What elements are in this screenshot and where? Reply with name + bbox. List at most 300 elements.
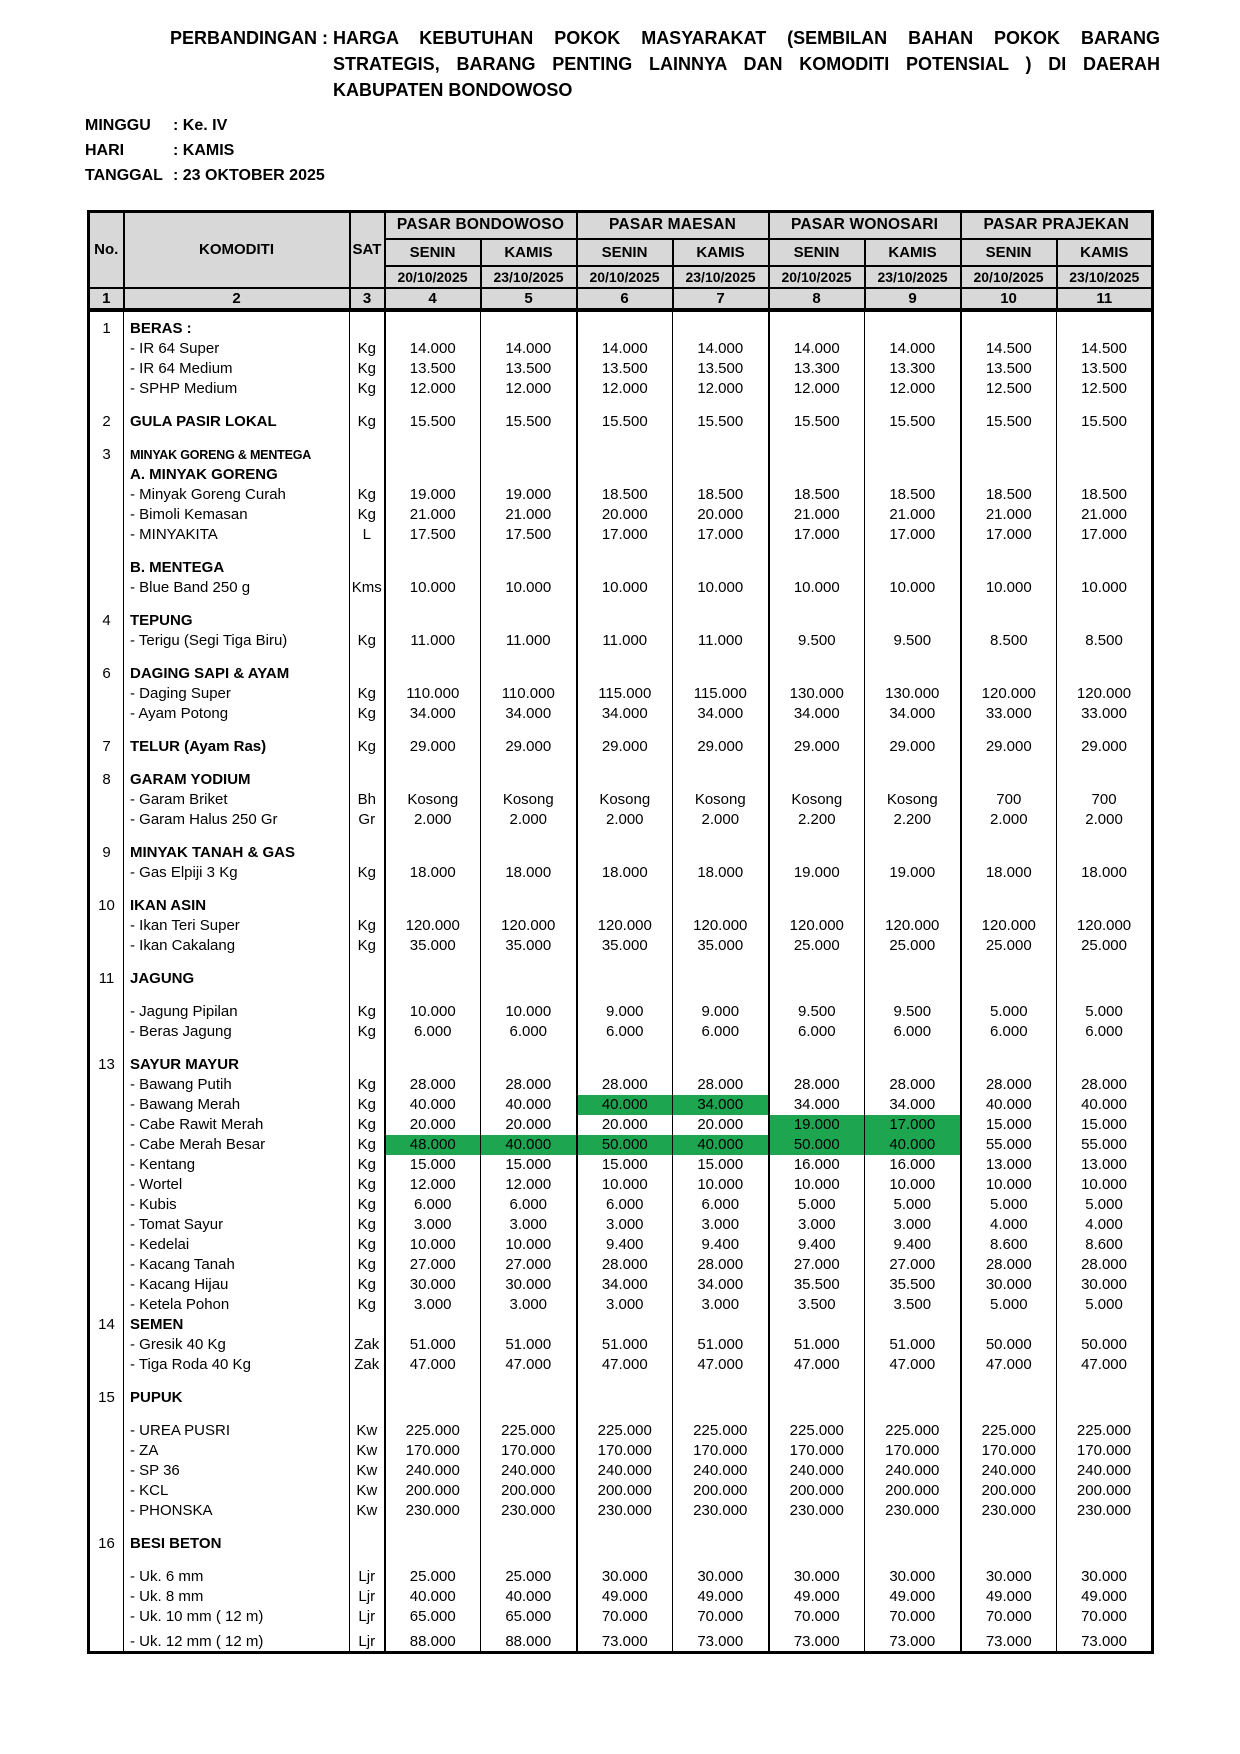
empty-price-cell — [481, 724, 577, 737]
price-cell: 170.000 — [769, 1441, 865, 1461]
highlighted-price-cell: 50.000 — [769, 1135, 865, 1155]
price-cell: Kosong — [865, 790, 961, 810]
commodity-name-cell: - Jagung Pipilan — [124, 1002, 350, 1022]
commodity-name-cell: - Garam Briket — [124, 790, 350, 810]
meta-date-value: : 23 OKTOBER 2025 — [173, 167, 325, 184]
empty-price-cell — [385, 1554, 481, 1567]
price-cell: 4.000 — [1057, 1215, 1153, 1235]
row-number-cell — [89, 1235, 124, 1255]
price-cell: 30.000 — [385, 1275, 481, 1295]
column-number: 5 — [481, 288, 577, 309]
unit-cell — [350, 883, 385, 896]
price-cell: 47.000 — [385, 1355, 481, 1375]
empty-price-cell — [865, 319, 961, 339]
empty-price-cell — [769, 445, 865, 465]
item-row — [89, 339, 1153, 359]
empty-price-cell — [769, 1408, 865, 1421]
price-cell: 18.000 — [961, 863, 1057, 883]
empty-price-cell — [481, 1534, 577, 1554]
column-number: 7 — [673, 288, 769, 309]
price-cell: 15.500 — [769, 412, 865, 432]
price-cell: 40.000 — [481, 1587, 577, 1607]
price-cell: 34.000 — [673, 1275, 769, 1295]
price-cell: 34.000 — [481, 704, 577, 724]
price-cell: 2.000 — [1057, 810, 1153, 830]
empty-price-cell — [769, 956, 865, 969]
price-cell: 230.000 — [1057, 1501, 1153, 1521]
unit-cell: Gr — [350, 810, 385, 830]
empty-price-cell — [385, 1055, 481, 1075]
item-row — [89, 359, 1153, 379]
price-cell: 18.500 — [673, 485, 769, 505]
price-cell: 15.500 — [865, 412, 961, 432]
spacer-row — [89, 1521, 1153, 1534]
row-number-cell — [89, 651, 124, 664]
price-cell: 225.000 — [673, 1421, 769, 1441]
empty-price-cell — [577, 724, 673, 737]
commodity-name-cell — [124, 956, 350, 969]
empty-price-cell — [385, 843, 481, 863]
price-cell: 29.000 — [481, 737, 577, 757]
row-number-cell — [89, 311, 124, 319]
price-cell: 9.400 — [673, 1235, 769, 1255]
empty-price-cell — [865, 651, 961, 664]
empty-price-cell — [577, 319, 673, 339]
column-number: 4 — [385, 288, 481, 309]
section-row — [89, 770, 1153, 790]
price-cell: 120.000 — [961, 684, 1057, 704]
commodity-name-cell — [124, 1042, 350, 1055]
empty-price-cell — [769, 770, 865, 790]
item-row — [89, 863, 1153, 883]
empty-price-cell — [961, 611, 1057, 631]
empty-price-cell — [577, 770, 673, 790]
empty-price-cell — [385, 545, 481, 558]
empty-price-cell — [1057, 465, 1153, 485]
empty-price-cell — [673, 611, 769, 631]
section-row — [89, 611, 1153, 631]
price-cell: 10.000 — [769, 1175, 865, 1195]
empty-price-cell — [865, 1388, 961, 1408]
commodity-name-cell: DAGING SAPI & AYAM — [124, 664, 350, 684]
empty-price-cell — [1057, 843, 1153, 863]
empty-price-cell — [865, 989, 961, 1002]
price-cell: 120.000 — [961, 916, 1057, 936]
price-cell: 70.000 — [865, 1607, 961, 1627]
item-row — [89, 485, 1153, 505]
commodity-name-cell: - Ikan Teri Super — [124, 916, 350, 936]
commodity-name-cell: - Ikan Cakalang — [124, 936, 350, 956]
empty-price-cell — [769, 989, 865, 1002]
price-cell: 20.000 — [673, 1115, 769, 1135]
empty-price-cell — [961, 830, 1057, 843]
empty-price-cell — [385, 311, 481, 319]
unit-cell: Kg — [350, 505, 385, 525]
column-number-row — [89, 288, 1153, 309]
commodity-name-cell: TELUR (Ayam Ras) — [124, 737, 350, 757]
unit-cell — [350, 545, 385, 558]
empty-price-cell — [481, 651, 577, 664]
row-number-cell — [89, 339, 124, 359]
market-header-wonosari: PASAR WONOSARI — [769, 212, 961, 239]
price-cell: 28.000 — [1057, 1075, 1153, 1095]
commodity-name-cell: - Uk. 8 mm — [124, 1587, 350, 1607]
empty-price-cell — [385, 1534, 481, 1554]
report-meta — [85, 113, 1240, 188]
spacer-row — [89, 883, 1153, 896]
price-cell: 120.000 — [577, 916, 673, 936]
empty-price-cell — [673, 1408, 769, 1421]
unit-cell — [350, 724, 385, 737]
empty-price-cell — [961, 724, 1057, 737]
row-number-cell — [89, 1355, 124, 1375]
price-cell: 13.500 — [577, 359, 673, 379]
day-header-kamis: KAMIS — [865, 239, 961, 266]
price-cell: Kosong — [577, 790, 673, 810]
empty-price-cell — [481, 843, 577, 863]
unit-cell: Kg — [350, 936, 385, 956]
price-cell: 34.000 — [769, 1095, 865, 1115]
title-line-3: KABUPATEN BONDOWOSO — [333, 80, 573, 100]
commodity-name-cell — [124, 883, 350, 896]
unit-cell: Kg — [350, 1095, 385, 1115]
empty-price-cell — [961, 558, 1057, 578]
empty-price-cell — [673, 1388, 769, 1408]
unit-cell: Kg — [350, 1275, 385, 1295]
empty-price-cell — [961, 1375, 1057, 1388]
row-number-cell — [89, 1481, 124, 1501]
price-cell: 29.000 — [865, 737, 961, 757]
commodity-name-cell: - Cabe Rawit Merah — [124, 1115, 350, 1135]
price-cell: 28.000 — [577, 1075, 673, 1095]
unit-cell: Kg — [350, 1235, 385, 1255]
empty-price-cell — [1057, 724, 1153, 737]
empty-price-cell — [769, 1055, 865, 1075]
spacer-row — [89, 757, 1153, 770]
commodity-name-cell: GARAM YODIUM — [124, 770, 350, 790]
unit-cell: Zak — [350, 1355, 385, 1375]
empty-price-cell — [1057, 598, 1153, 611]
empty-price-cell — [673, 598, 769, 611]
price-cell: 28.000 — [481, 1075, 577, 1095]
commodity-name-cell: - Garam Halus 250 Gr — [124, 810, 350, 830]
price-cell: 35.000 — [577, 936, 673, 956]
price-cell: 3.000 — [481, 1295, 577, 1315]
empty-price-cell — [577, 1521, 673, 1534]
empty-price-cell — [865, 1315, 961, 1335]
price-cell: 225.000 — [1057, 1421, 1153, 1441]
price-cell: 28.000 — [769, 1075, 865, 1095]
empty-price-cell — [481, 1055, 577, 1075]
price-cell: 6.000 — [577, 1195, 673, 1215]
row-number-cell — [89, 631, 124, 651]
row-number-cell — [89, 1135, 124, 1155]
commodity-name-cell: - Beras Jagung — [124, 1022, 350, 1042]
price-cell: 3.000 — [577, 1215, 673, 1235]
unit-cell — [350, 1521, 385, 1534]
empty-price-cell — [673, 1554, 769, 1567]
empty-price-cell — [481, 1388, 577, 1408]
price-cell: 73.000 — [865, 1633, 961, 1653]
empty-price-cell — [961, 445, 1057, 465]
price-cell: 34.000 — [385, 704, 481, 724]
price-cell: 35.000 — [385, 936, 481, 956]
meta-week — [85, 113, 1240, 138]
row-number-cell — [89, 1155, 124, 1175]
empty-price-cell — [865, 399, 961, 412]
unit-cell — [350, 1375, 385, 1388]
empty-price-cell — [577, 432, 673, 445]
commodity-name-cell: - Kentang — [124, 1155, 350, 1175]
commodity-name-cell: SEMEN — [124, 1315, 350, 1335]
unit-cell: Kg — [350, 631, 385, 651]
empty-price-cell — [481, 445, 577, 465]
item-row — [89, 916, 1153, 936]
empty-price-cell — [961, 664, 1057, 684]
price-cell: 14.500 — [961, 339, 1057, 359]
price-cell: 51.000 — [865, 1335, 961, 1355]
unit-cell: Ljr — [350, 1607, 385, 1627]
price-cell: 10.000 — [577, 578, 673, 598]
price-cell: 28.000 — [577, 1255, 673, 1275]
price-cell: 12.000 — [769, 379, 865, 399]
commodity-name-cell: IKAN ASIN — [124, 896, 350, 916]
price-cell: 15.000 — [961, 1115, 1057, 1135]
price-cell: 49.000 — [769, 1587, 865, 1607]
price-cell: 30.000 — [1057, 1275, 1153, 1295]
price-cell: 40.000 — [385, 1095, 481, 1115]
day-header-kamis: KAMIS — [673, 239, 769, 266]
price-cell: 240.000 — [1057, 1461, 1153, 1481]
row-number-cell: 11 — [98, 970, 115, 987]
price-cell: 51.000 — [577, 1335, 673, 1355]
title-line-2: STRATEGIS, BARANG PENTING LAINNYA DAN KOMODITI POTENSIAL ) DI DAERAH — [333, 54, 1160, 74]
price-cell: 34.000 — [673, 704, 769, 724]
unit-cell: Zak — [350, 1335, 385, 1355]
commodity-name-cell: - IR 64 Super — [124, 339, 350, 359]
price-cell: 5.000 — [1057, 1195, 1153, 1215]
price-cell: 15.000 — [673, 1155, 769, 1175]
date-header: 20/10/2025 — [385, 266, 481, 288]
price-cell: 12.000 — [865, 379, 961, 399]
highlighted-price-cell: 40.000 — [673, 1135, 769, 1155]
price-cell: 13.000 — [1057, 1155, 1153, 1175]
item-row — [89, 1295, 1153, 1315]
price-cell: 3.500 — [769, 1295, 865, 1315]
price-cell: 120.000 — [385, 916, 481, 936]
price-cell: 25.000 — [769, 936, 865, 956]
commodity-name-cell — [124, 1521, 350, 1534]
price-cell: 6.000 — [673, 1022, 769, 1042]
price-cell: 230.000 — [865, 1501, 961, 1521]
price-cell: 170.000 — [961, 1441, 1057, 1461]
price-cell: 170.000 — [481, 1441, 577, 1461]
price-cell: 200.000 — [481, 1481, 577, 1501]
row-number-cell: 2 — [102, 413, 111, 430]
row-number-cell — [89, 1441, 124, 1461]
spacer-row — [89, 399, 1153, 412]
price-cell: 10.000 — [577, 1175, 673, 1195]
empty-price-cell — [1057, 445, 1153, 465]
section-row — [89, 1388, 1153, 1408]
price-cell: 230.000 — [673, 1501, 769, 1521]
row-number-cell — [89, 545, 124, 558]
item-row — [89, 1095, 1153, 1115]
empty-price-cell — [481, 883, 577, 896]
row-number-cell — [89, 1095, 124, 1115]
empty-price-cell — [673, 664, 769, 684]
empty-price-cell — [577, 956, 673, 969]
price-cell: 27.000 — [769, 1255, 865, 1275]
highlighted-price-cell: 40.000 — [577, 1095, 673, 1115]
row-number-cell — [89, 432, 124, 445]
empty-price-cell — [865, 664, 961, 684]
empty-price-cell — [481, 989, 577, 1002]
price-cell: 55.000 — [961, 1135, 1057, 1155]
price-cell: 35.500 — [769, 1275, 865, 1295]
price-cell: 13.500 — [1057, 359, 1153, 379]
empty-price-cell — [1057, 757, 1153, 770]
price-cell: 17.000 — [865, 525, 961, 545]
row-number-cell — [89, 598, 124, 611]
empty-price-cell — [961, 1315, 1057, 1335]
empty-price-cell — [481, 664, 577, 684]
price-cell: 230.000 — [385, 1501, 481, 1521]
item-row — [89, 1481, 1153, 1501]
commodity-name-cell: BERAS : — [124, 319, 350, 339]
empty-price-cell — [769, 465, 865, 485]
price-cell: Kosong — [769, 790, 865, 810]
commodity-name-cell: - Blue Band 250 g — [124, 578, 350, 598]
price-cell: 200.000 — [1057, 1481, 1153, 1501]
empty-price-cell — [577, 1042, 673, 1055]
price-cell: 40.000 — [961, 1095, 1057, 1115]
row-number-cell — [89, 724, 124, 737]
commodity-name-cell: SAYUR MAYUR — [124, 1055, 350, 1075]
item-row — [89, 1607, 1153, 1627]
unit-cell: L — [350, 525, 385, 545]
price-cell: 200.000 — [865, 1481, 961, 1501]
empty-price-cell — [961, 1408, 1057, 1421]
unit-cell — [350, 1055, 385, 1075]
empty-price-cell — [481, 432, 577, 445]
price-cell: 9.000 — [577, 1002, 673, 1022]
price-cell: 3.000 — [481, 1215, 577, 1235]
price-cell: 9.500 — [865, 1002, 961, 1022]
empty-price-cell — [385, 1521, 481, 1534]
unit-cell: Kg — [350, 359, 385, 379]
empty-price-cell — [385, 432, 481, 445]
highlighted-price-cell: 40.000 — [865, 1135, 961, 1155]
unit-cell: Kg — [350, 339, 385, 359]
price-cell: 13.000 — [961, 1155, 1057, 1175]
item-row — [89, 1255, 1153, 1275]
price-cell: 18.500 — [961, 485, 1057, 505]
empty-price-cell — [865, 465, 961, 485]
row-number-cell — [89, 830, 124, 843]
price-cell: 19.000 — [769, 863, 865, 883]
price-cell: 110.000 — [385, 684, 481, 704]
price-cell: 2.000 — [385, 810, 481, 830]
item-row — [89, 1135, 1153, 1155]
empty-price-cell — [673, 757, 769, 770]
empty-price-cell — [577, 664, 673, 684]
unit-cell: Kms — [350, 578, 385, 598]
price-cell: 130.000 — [865, 684, 961, 704]
price-cell: 13.500 — [385, 359, 481, 379]
title-line-1: HARGA KEBUTUHAN POKOK MASYARAKAT (SEMBILAN BAHAN POKOK BARANG — [333, 28, 1160, 48]
section-row — [89, 737, 1153, 757]
empty-price-cell — [769, 1534, 865, 1554]
empty-price-cell — [673, 1521, 769, 1534]
unit-cell: Kg — [350, 1075, 385, 1095]
empty-price-cell — [577, 399, 673, 412]
row-number-cell — [89, 883, 124, 896]
price-cell: 28.000 — [1057, 1255, 1153, 1275]
empty-price-cell — [577, 989, 673, 1002]
price-cell: 9.400 — [577, 1235, 673, 1255]
commodity-name-cell: JAGUNG — [124, 969, 350, 989]
price-cell: 11.000 — [673, 631, 769, 651]
price-cell: 40.000 — [385, 1587, 481, 1607]
unit-cell: Kw — [350, 1421, 385, 1441]
meta-date — [85, 163, 1240, 188]
price-cell: 55.000 — [1057, 1135, 1153, 1155]
price-cell: 21.000 — [481, 505, 577, 525]
price-cell: 12.500 — [961, 379, 1057, 399]
price-cell: 25.000 — [865, 936, 961, 956]
price-cell: 10.000 — [385, 1002, 481, 1022]
commodity-name-cell: - Wortel — [124, 1175, 350, 1195]
price-cell: 73.000 — [673, 1633, 769, 1653]
spacer-row — [89, 311, 1153, 319]
price-cell: Kosong — [385, 790, 481, 810]
empty-price-cell — [865, 311, 961, 319]
row-number-cell: 4 — [102, 612, 111, 629]
commodity-name-cell: - Terigu (Segi Tiga Biru) — [124, 631, 350, 651]
price-cell: 6.000 — [385, 1022, 481, 1042]
commodity-name-cell: - Uk. 10 mm ( 12 m) — [124, 1607, 350, 1627]
unit-cell — [350, 399, 385, 412]
spacer-row — [89, 956, 1153, 969]
price-cell: 15.500 — [385, 412, 481, 432]
empty-price-cell — [1057, 770, 1153, 790]
unit-cell: Kg — [350, 1155, 385, 1175]
meta-day-value: : KAMIS — [173, 142, 235, 159]
highlighted-price-cell: 19.000 — [769, 1115, 865, 1135]
section-row — [89, 969, 1153, 989]
commodity-name-cell: - Daging Super — [124, 684, 350, 704]
empty-price-cell — [385, 611, 481, 631]
day-header-senin: SENIN — [385, 239, 481, 266]
unit-cell — [350, 1388, 385, 1408]
unit-cell — [350, 598, 385, 611]
price-cell: 6.000 — [961, 1022, 1057, 1042]
price-cell: 120.000 — [769, 916, 865, 936]
commodity-name-cell: - Kacang Tanah — [124, 1255, 350, 1275]
price-cell: 65.000 — [481, 1607, 577, 1627]
empty-price-cell — [769, 830, 865, 843]
price-cell: 50.000 — [961, 1335, 1057, 1355]
empty-price-cell — [673, 465, 769, 485]
price-cell: 28.000 — [865, 1075, 961, 1095]
price-cell: 4.000 — [961, 1215, 1057, 1235]
price-cell: 49.000 — [961, 1587, 1057, 1607]
empty-price-cell — [865, 1042, 961, 1055]
commodity-name-cell: - Gas Elpiji 3 Kg — [124, 863, 350, 883]
price-cell: 19.000 — [385, 485, 481, 505]
subsection-row — [89, 465, 1153, 485]
